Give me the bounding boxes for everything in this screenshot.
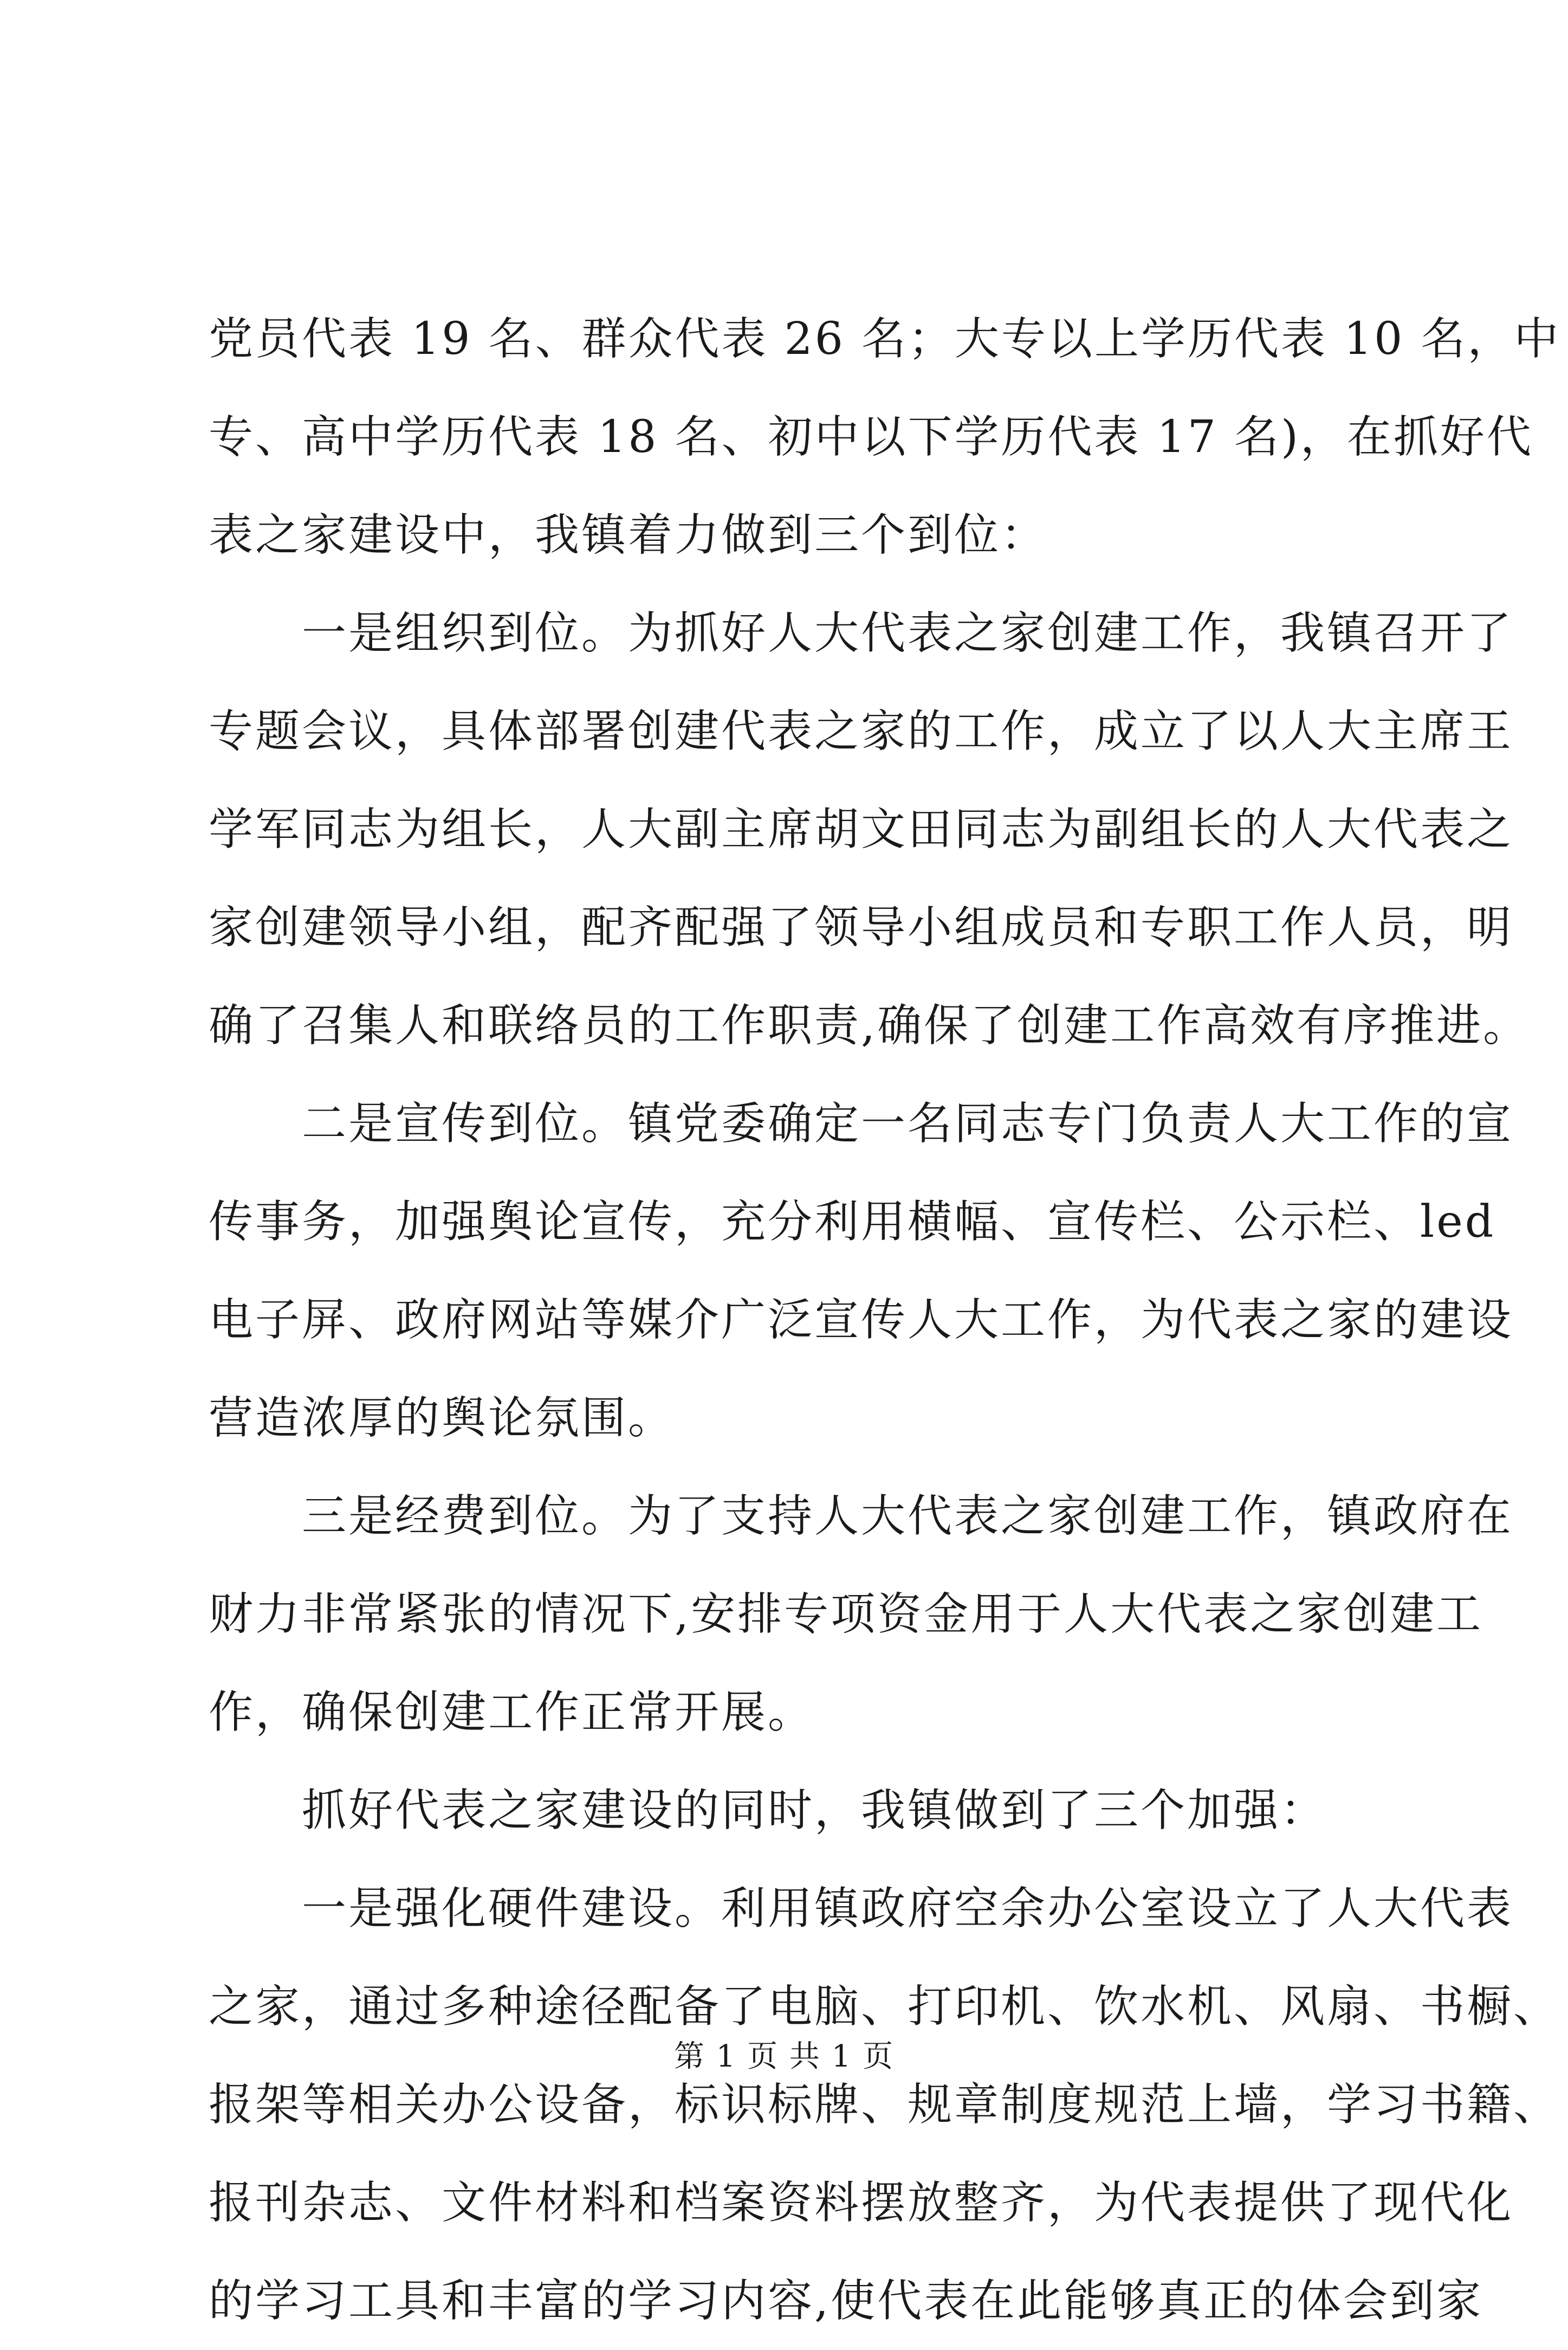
text-line-15: 作，确保创建工作正常开展。 bbox=[209, 1687, 815, 1738]
text-line-11: 电子屏、政府网站等媒介广泛宣传人大工作，为代表之家的建设 bbox=[209, 1294, 1514, 1346]
text-line-4: 一是组织到位。为抓好人大代表之家创建工作，我镇召开了 bbox=[302, 608, 1514, 659]
text-line-12: 营造浓厚的舆论氛围。 bbox=[209, 1392, 675, 1444]
text-line-21: 的学习工具和丰富的学习内容,使代表在此能够真正的体会到家 bbox=[209, 2275, 1483, 2327]
text-line-17: 一是强化硬件建设。利用镇政府空余办公室设立了人大代表 bbox=[302, 1883, 1514, 1934]
text-line-9: 二是宣传到位。镇党委确定一名同志专门负责人大工作的宣 bbox=[302, 1098, 1514, 1150]
text-line-20: 报刊杂志、文件材料和档案资料摆放整齐，为代表提供了现代化 bbox=[209, 2177, 1514, 2229]
text-line-19: 报架等相关办公设备，标识标牌、规章制度规范上墙，学习书籍、 bbox=[209, 2079, 1560, 2131]
text-line-3: 表之家建设中，我镇着力做到三个到位： bbox=[209, 509, 1048, 561]
text-line-5: 专题会议，具体部署创建代表之家的工作，成立了以人大主席王 bbox=[209, 706, 1514, 757]
text-line-8: 确了召集人和联络员的工作职责,确保了创建工作高效有序推进。 bbox=[209, 1000, 1530, 1051]
text-line-6: 学军同志为组长，人大副主席胡文田同志为副组长的人大代表之 bbox=[209, 804, 1514, 855]
page-footer: 第 1 页 共 1 页 bbox=[673, 2039, 895, 2074]
text-line-13: 三是经费到位。为了支持人大代表之家创建工作，镇政府在 bbox=[302, 1490, 1514, 1542]
text-line-18: 之家，通过多种途径配备了电脑、打印机、饮水机、风扇、书橱、 bbox=[209, 1981, 1560, 2032]
text-line-1: 党员代表 19 名、群众代表 26 名；大专以上学历代表 10 名，中 bbox=[209, 313, 1561, 365]
text-line-10: 传事务，加强舆论宣传，充分利用横幅、宣传栏、公示栏、led bbox=[209, 1196, 1496, 1248]
text-line-16: 抓好代表之家建设的同时，我镇做到了三个加强： bbox=[302, 1785, 1327, 1836]
text-line-14: 财力非常紧张的情况下,安排专项资金用于人大代表之家创建工 bbox=[209, 1589, 1483, 1640]
text-line-7: 家创建领导小组，配齐配强了领导小组成员和专职工作人员，明 bbox=[209, 902, 1514, 953]
text-line-2: 专、高中学历代表 18 名、初中以下学历代表 17 名)，在抓好代 bbox=[209, 411, 1533, 463]
